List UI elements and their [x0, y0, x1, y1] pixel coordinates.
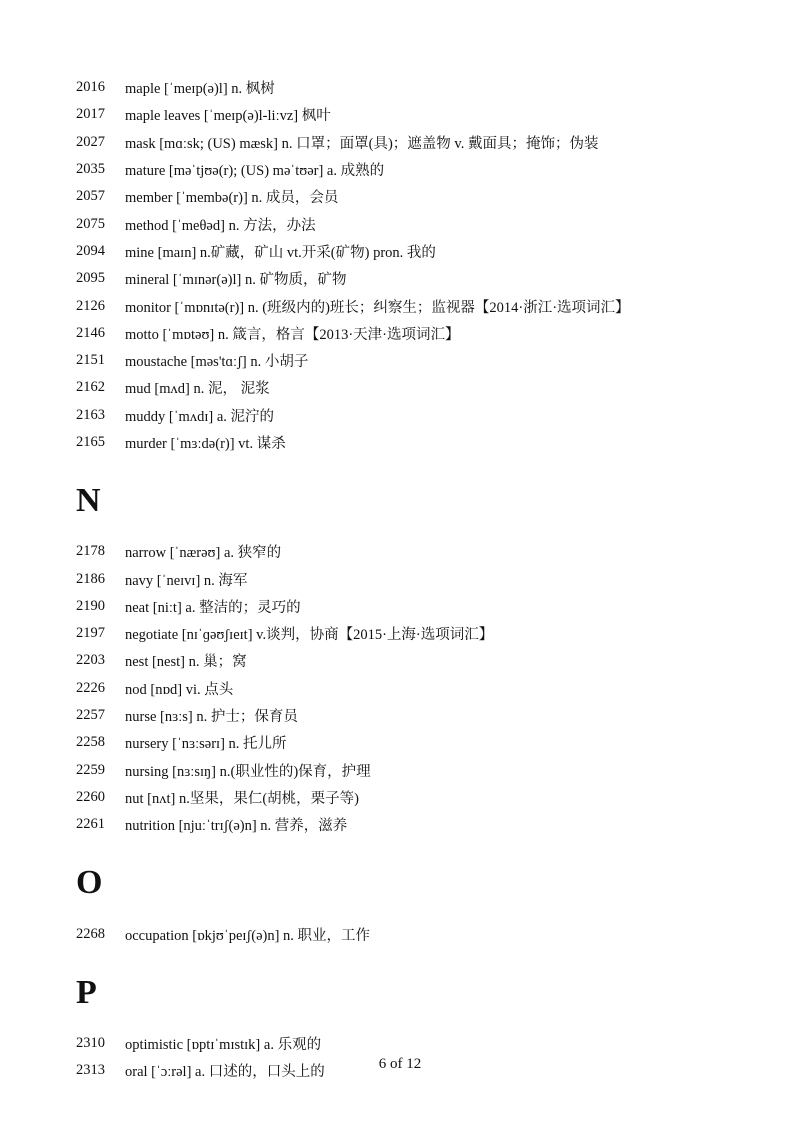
vocab-entry — [76, 402, 776, 429]
entry-number: 2057 — [76, 188, 105, 205]
entry-text: muddy [ˈmʌdɪ] a. 泥泞的 — [125, 408, 275, 425]
entry-text: murder [ˈmɜːdə(r)] vt. 谋杀 — [125, 436, 286, 452]
entry-text: mine [maɪn] n.矿藏，矿山 vt.开采(矿物) pron. 我的 — [125, 244, 436, 261]
entry-number: 2035 — [76, 161, 105, 178]
vocab-entry — [76, 129, 776, 156]
entry-text: nursing [nɜːsɪŋ] n.(职业性的)保育，护理 — [125, 763, 371, 780]
vocab-entry — [76, 784, 776, 811]
entry-text: mineral [ˈmɪnər(ə)l] n. 矿物质，矿物 — [125, 272, 347, 289]
entry-text: motto [ˈmɒtəʊ] n. 箴言，格言【2013·天津·选项词汇】 — [125, 326, 460, 343]
entry-text: negotiate [nɪˈɡəʊʃɪeɪt] v.谈判，协商【2015·上海·选项词汇】 — [125, 627, 494, 644]
entry-number: 2258 — [76, 734, 105, 751]
vocab-entry — [76, 320, 776, 347]
section-heading: O — [76, 864, 103, 902]
entry-text: optimistic [ɒptɪˈmɪstɪk] a. 乐观的 — [125, 1036, 322, 1053]
entry-number: 2095 — [76, 270, 105, 287]
entry-text: nursery [ˈnɜːsərɪ] n. 托儿所 — [125, 736, 287, 753]
entry-number: 2313 — [76, 1062, 105, 1079]
entry-text: nest [nest] n. 巢；窝 — [125, 654, 247, 671]
vocab-entry — [76, 702, 776, 729]
entry-text: nut [nʌt] n.坚果，果仁(胡桃，栗子等) — [125, 790, 359, 807]
vocab-entry — [76, 647, 776, 674]
entry-number: 2126 — [76, 297, 105, 314]
entry-number: 2165 — [76, 434, 105, 450]
vocab-entry — [76, 920, 776, 947]
entry-number: 2146 — [76, 324, 105, 341]
vocab-entry — [76, 156, 776, 183]
entry-number: 2261 — [76, 816, 105, 833]
entry-text: maple leaves [ˈmeɪp(ə)l-liːvz] 枫叶 — [125, 108, 331, 125]
vocab-entry — [76, 347, 776, 374]
entry-number: 2016 — [76, 79, 105, 96]
entry-number: 2178 — [76, 543, 105, 560]
vocab-entry — [76, 374, 776, 401]
vocab-entry — [76, 210, 776, 237]
entry-number: 2017 — [76, 106, 105, 123]
entry-text: neat [niːt] a. 整洁的；灵巧的 — [125, 599, 301, 616]
entry-number: 2186 — [76, 570, 105, 587]
vocab-entry — [76, 265, 776, 292]
entry-text: narrow [ˈnærəʊ] a. 狭窄的 — [125, 545, 282, 562]
entry-number: 2259 — [76, 761, 105, 778]
vocabulary-list — [76, 74, 776, 1084]
entry-number: 2075 — [76, 215, 105, 232]
entry-number: 2162 — [76, 379, 105, 396]
entry-number: 2260 — [76, 788, 105, 805]
entry-number: 2163 — [76, 406, 105, 423]
entry-number: 2190 — [76, 597, 105, 614]
entry-text: monitor [ˈmɒnɪtə(r)] n. (班级内的)班长；纠察生；监视器【2014·浙江·选项词汇】 — [125, 299, 630, 316]
entry-text: mask [mɑːsk; (US) mæsk] n. 口罩；面罩(具)；遮盖物 v. 戴面具；掩饰；伪装 — [125, 135, 599, 152]
vocab-entry — [76, 729, 776, 756]
entry-number: 2257 — [76, 707, 105, 724]
vocab-entry — [76, 675, 776, 702]
entry-text: moustache [məs'tɑːʃ] n. 小胡子 — [125, 354, 309, 371]
section-m — [76, 74, 776, 456]
vocab-entry — [76, 620, 776, 647]
vocab-entry — [76, 538, 776, 565]
entry-text: nod [nɒd] vi. 点头 — [125, 681, 234, 698]
section-n — [76, 466, 776, 838]
entry-text: occupation [ɒkjʊˈpeɪʃ(ə)n] n. 职业，工作 — [125, 927, 371, 944]
vocab-entry — [76, 101, 776, 128]
entry-text: nutrition [njuːˈtrɪʃ(ə)n] n. 营养，滋养 — [125, 818, 348, 835]
entry-number: 2151 — [76, 352, 105, 369]
section-heading: N — [76, 482, 101, 520]
entry-number: 2268 — [76, 925, 105, 942]
entry-text: navy [ˈneɪvɪ] n. 海军 — [125, 572, 248, 589]
vocab-entry — [76, 565, 776, 592]
entry-text: mud [mʌd] n. 泥， 泥浆 — [125, 381, 270, 398]
entry-text: maple [ˈmeɪp(ə)l] n. 枫树 — [125, 81, 275, 98]
entry-number: 2197 — [76, 625, 105, 642]
entry-text: nurse [nɜːs] n. 护士；保育员 — [125, 709, 298, 726]
vocab-entry — [76, 429, 776, 456]
vocab-entry — [76, 74, 776, 101]
entry-number: 2027 — [76, 133, 105, 150]
entry-text: mature [məˈtjʊə(r); (US) məˈtʊər] a. 成熟的 — [125, 163, 385, 180]
entry-number: 2203 — [76, 652, 105, 669]
entry-text: method [ˈmeθəd] n. 方法，办法 — [125, 217, 316, 234]
entry-text: member [ˈmembə(r)] n. 成员，会员 — [125, 190, 339, 207]
entry-number: 2094 — [76, 242, 105, 259]
section-heading: P — [76, 973, 97, 1011]
vocab-entry — [76, 811, 776, 838]
entry-number: 2226 — [76, 679, 105, 696]
vocab-entry — [76, 183, 776, 210]
vocab-entry — [76, 757, 776, 784]
vocab-entry — [76, 1030, 776, 1057]
vocab-entry — [76, 593, 776, 620]
vocab-entry — [76, 238, 776, 265]
entry-number: 2310 — [76, 1034, 105, 1051]
section-o — [76, 848, 776, 947]
entry-text: oral [ˈɔːrəl] a. 口述的，口头上的 — [125, 1064, 325, 1081]
vocab-entry — [76, 292, 776, 319]
page-number: 6 of 12 — [378, 1056, 422, 1072]
